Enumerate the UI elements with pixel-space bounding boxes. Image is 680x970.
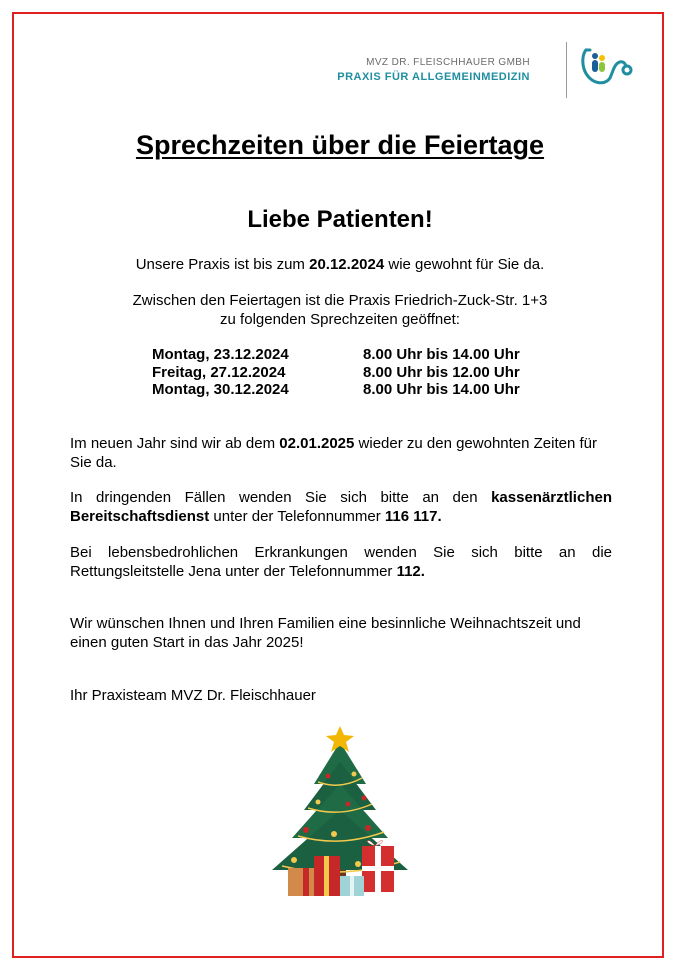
greeting-heading: Liebe Patienten! [247,206,433,233]
practice-logo [337,40,640,100]
hours-time: 8.00 Uhr bis 12.00 Uhr [363,363,520,381]
christmas-tree-with-presents-icon [258,724,422,904]
new-year-paragraph: Im neuen Jahr sind wir ab dem 02.01.2025 wieder zu den gewohnten Zeiten für Sie da. [70,435,598,471]
hours-day: Freitag, 27.12.2024 [152,363,286,381]
open-until-line: Unsere Praxis ist bis zum 20.12.2024 wie gewohnt für Sie da. [135,256,545,273]
wishes-paragraph: Wir wünschen Ihnen und Ihren Familien eine besinnliche Weihnachtszeit und einen guten Start in das Jahr 2025! [70,615,581,651]
logo-company-name: MVZ DR. FLEISCHHAUER GMBH [366,57,530,68]
urgent-service: kassenärztlichen Bereitschaftsdienst [70,489,612,525]
urgent-paragraph: In dringenden Fällen wenden Sie sich bitte an den kassenärztlichen Bereitschaftsdienst unter der Telefonnummer 116 117. [70,489,612,525]
hours-row [152,364,520,382]
new-year-date: 02.01.2025 [279,435,355,452]
hours-day: Montag, 23.12.2024 [152,346,289,363]
between-holidays-line-1: Zwischen den Feiertagen ist die Praxis Friedrich-Zuck-Str. 1+3 [132,292,548,309]
emergency-paragraph: Bei lebensbedrohlichen Erkrankungen wenden Sie sich bitte an die Rettungsleitstelle Jena unter der Telefonnummer 112. [70,544,612,580]
page-title: Sprechzeiten über die Feiertage [135,130,545,160]
emergency-number: 112. [396,563,425,580]
holiday-hours-list [152,346,520,399]
logo-divider [566,42,567,98]
stethoscope-family-icon [578,46,634,96]
logo-practice-type: PRAXIS FÜR ALLGEMEINMEDIZIN [337,71,530,83]
signature: Ihr Praxisteam MVZ Dr. Fleischhauer [70,687,316,704]
between-holidays-line-2: zu folgenden Sprechzeiten geöffnet: [220,311,460,328]
hours-time: 8.00 Uhr bis 14.00 Uhr [363,346,520,363]
urgent-number: 116 117. [384,508,442,525]
hours-row [152,346,520,364]
hours-row [152,381,520,399]
open-until-date: 20.12.2024 [309,256,385,273]
hours-time: 8.00 Uhr bis 14.00 Uhr [363,381,520,398]
hours-day: Montag, 30.12.2024 [152,381,289,398]
